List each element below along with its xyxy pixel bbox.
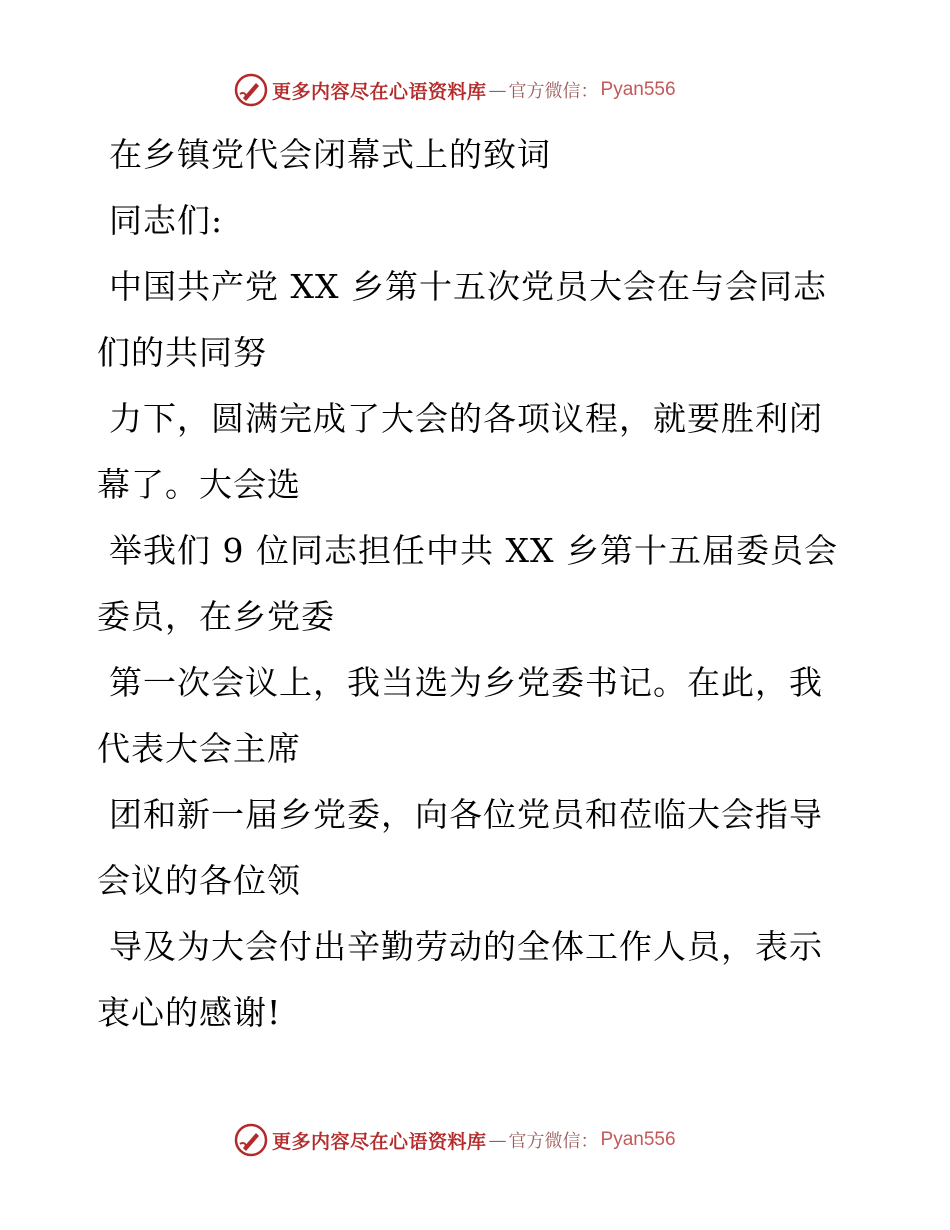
watermark-main-text: 更多内容尽在心语资料库	[272, 1130, 487, 1153]
text-line: 代表大会主席	[97, 729, 301, 768]
text-line: 中国共产党 XX 乡第十五次党员大会在与会同志	[109, 267, 827, 306]
watermark-dash: —	[488, 79, 507, 101]
watermark-dash: —	[488, 1129, 507, 1151]
text-line: 举我们 9 位同志担任中共 XX 乡第十五届委员会	[109, 531, 838, 570]
watermark-wechat-id: Pyan556	[600, 1129, 676, 1150]
pen-logo-icon	[234, 1123, 268, 1157]
watermark-main-text: 更多内容尽在心语资料库	[272, 80, 487, 103]
text-line: 团和新一届乡党委，向各位党员和莅临大会指导	[109, 795, 823, 834]
watermark-sub-text: 官方微信：	[508, 1131, 599, 1152]
document-title: 在乡镇党代会闭幕式上的致词	[109, 135, 551, 174]
pen-logo-icon	[234, 73, 268, 107]
watermark-wechat-id: Pyan556	[600, 79, 676, 100]
document-body	[97, 122, 857, 1046]
text-line: 会议的各位领	[97, 861, 301, 900]
footer-watermark	[234, 1122, 676, 1158]
text-line: 委员，在乡党委	[97, 597, 335, 636]
text-line: 导及为大会付出辛勤劳动的全体工作人员，表示	[109, 927, 823, 966]
text-line: 衷心的感谢!	[97, 993, 282, 1032]
text-line: 第一次会议上，我当选为乡党委书记。在此，我	[109, 663, 823, 702]
header-watermark	[234, 72, 676, 108]
text-line: 们的共同努	[97, 333, 267, 372]
text-line: 力下，圆满完成了大会的各项议程，就要胜利闭	[109, 399, 823, 438]
text-line: 幕了。大会选	[97, 465, 301, 504]
salutation: 同志们:	[109, 201, 224, 240]
watermark-sub-text: 官方微信：	[508, 81, 599, 102]
